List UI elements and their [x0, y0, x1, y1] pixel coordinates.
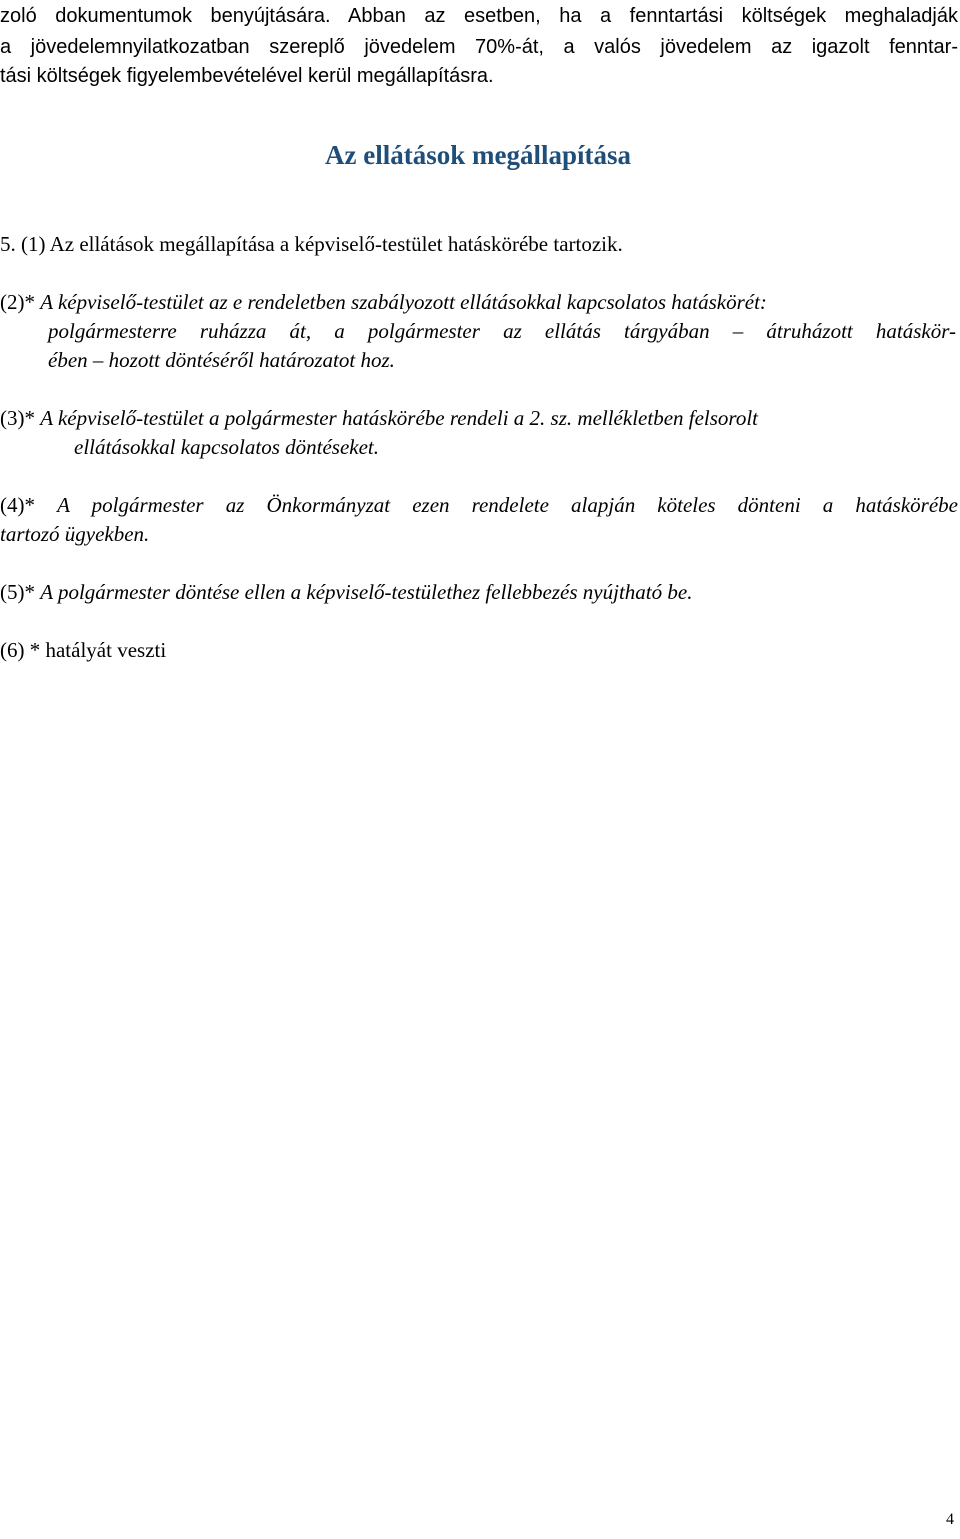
intro-line-2: a jövedelemnyilatkozatban szereplő jövedelem 70%-át, a valós jövedelem az igazolt fenntar- — [0, 36, 958, 58]
paragraph-4-number: (4)* — [0, 493, 58, 517]
page-number: 4 — [946, 1511, 954, 1528]
paragraph-1: 5. (1) Az ellátások megállapítása a képviselő-testület hatáskörébe tartozik. — [0, 232, 623, 256]
paragraph-6: (6) * hatályát veszti — [0, 638, 167, 662]
paragraph-4-text-1: A polgármester az Önkormányzat ezen rendelete alapján köteles dönteni a hatáskörébe — [57, 493, 958, 517]
paragraph-2-line-2: polgármesterre ruházza át, a polgármester az ellátás tárgyában – átruházott hatáskör- — [48, 319, 956, 343]
paragraph-5 — [0, 582, 692, 603]
paragraph-5-number: (5)* — [0, 580, 41, 604]
section-heading: Az ellátások megállapítása — [325, 140, 631, 170]
paragraph-4-line-2: tartozó ügyekben. — [0, 522, 150, 546]
paragraph-3-text-1: A képviselő-testület a polgármester hatáskörébe rendeli a 2. sz. mellékletben felsorolt — [40, 406, 758, 430]
paragraph-3-number: (3)* — [0, 406, 41, 430]
paragraph-3-line-1 — [0, 408, 758, 429]
paragraph-2-line-1 — [0, 292, 767, 313]
paragraph-5-text: A polgármester döntése ellen a képviselő-testülethez fellebbezés nyújtható be. — [40, 580, 693, 604]
paragraph-3-line-2: ellátásokkal kapcsolatos döntéseket. — [74, 435, 380, 459]
paragraph-2-line-3: ében – hozott döntéséről határozatot hoz. — [48, 348, 395, 372]
paragraph-2-text-1: A képviselő-testület az e rendeletben szabályozott ellátásokkal kapcsolatos hatáskörét: — [40, 290, 767, 314]
intro-line-1: zoló dokumentumok benyújtására. Abban az esetben, ha a fenntartási költségek meghaladják — [0, 5, 958, 27]
intro-line-3: tási költségek figyelembevételével kerül megállapításra. — [0, 65, 494, 87]
paragraph-4-line-1 — [0, 495, 958, 516]
paragraph-2-number: (2)* — [0, 290, 41, 314]
